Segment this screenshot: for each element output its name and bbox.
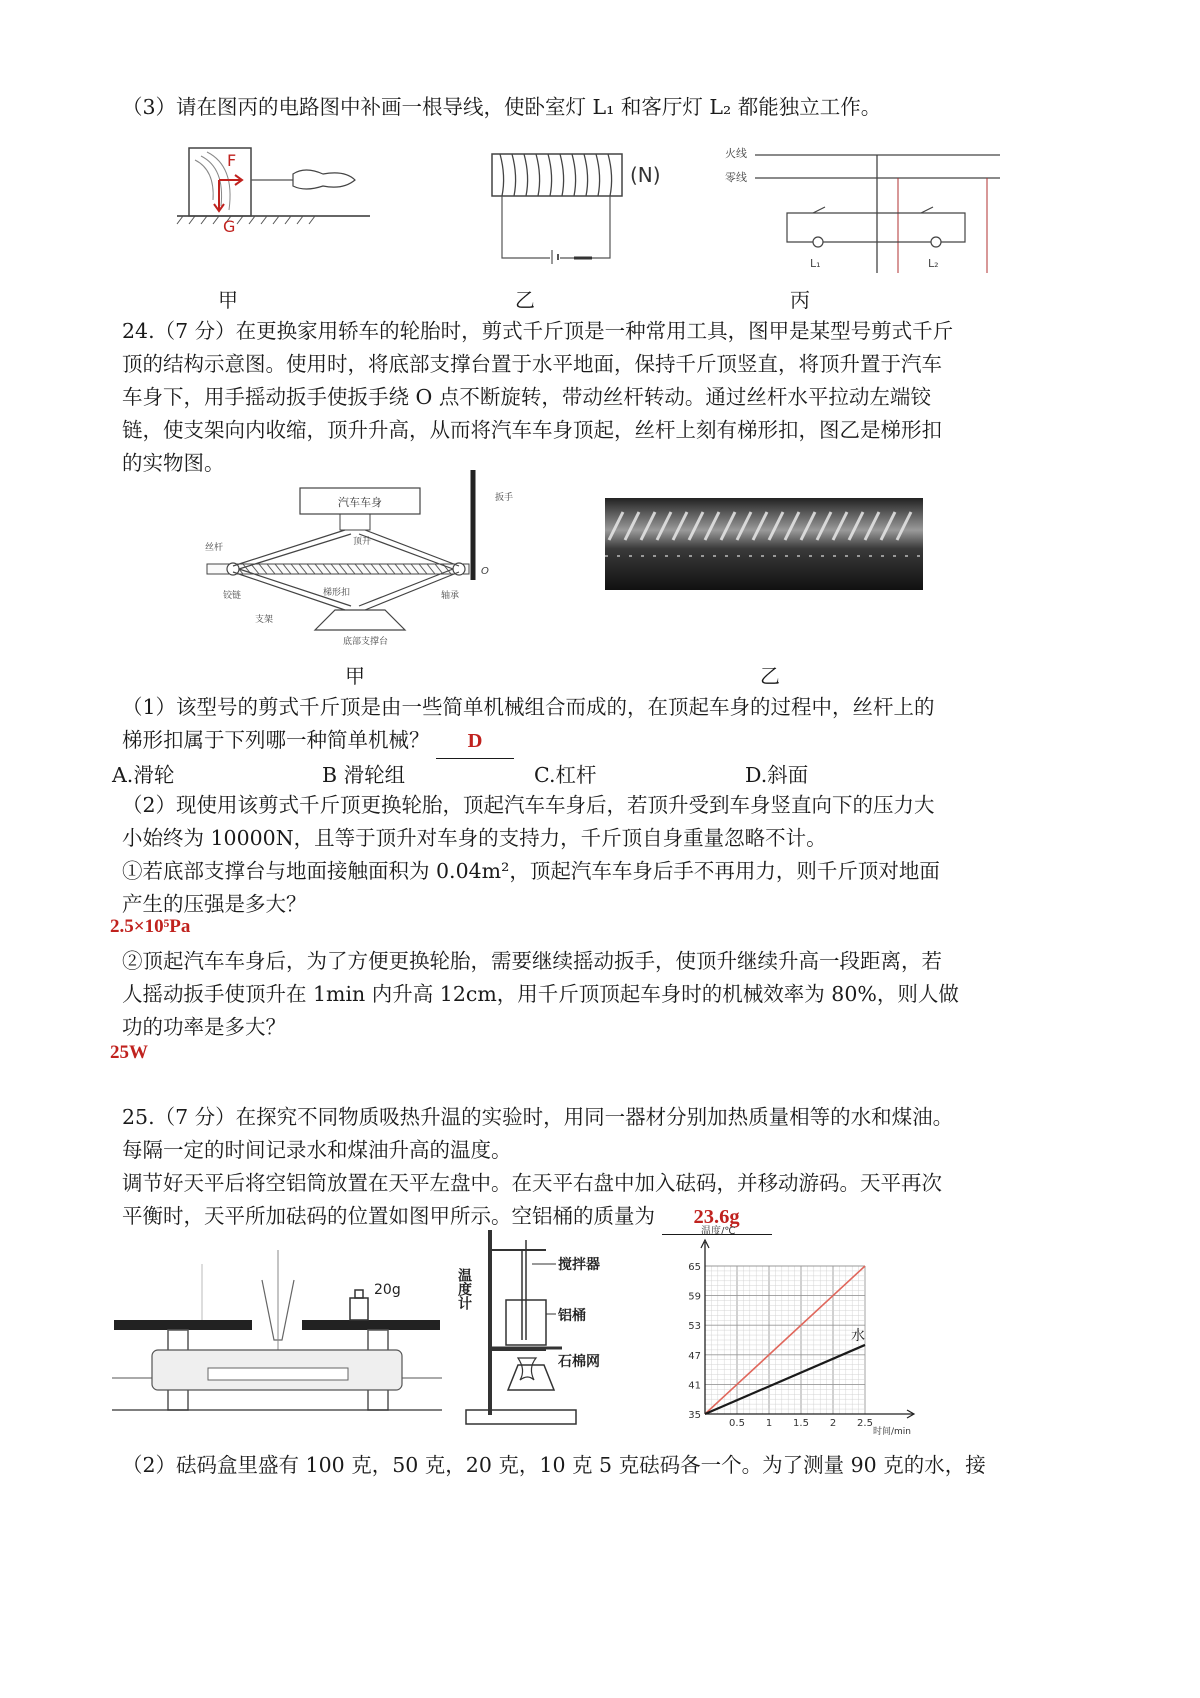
x-tick-label: 1.5 [793, 1418, 809, 1429]
q24-sub2-line-3: 功的功率是多大？ [122, 1015, 286, 1039]
q25-mass-answer: 23.6g [662, 1200, 772, 1235]
option-b: B 滑轮组 [322, 763, 406, 787]
caption-jia: 甲 [218, 288, 238, 312]
hinge-label: 铰链 [223, 591, 242, 601]
y-tick-label: 65 [688, 1262, 701, 1273]
q25-line-2: 每隔一定的时间记录水和煤油升高的温度。 [122, 1138, 512, 1162]
bracket-label: 支架 [255, 615, 274, 625]
lamp-l2-label: L₂ [928, 257, 939, 270]
y-tick-label: 35 [688, 1410, 701, 1421]
live-wire-label: 火线 [725, 147, 747, 160]
q24-part1-answer: D [436, 724, 514, 759]
option-a: A.滑轮 [112, 763, 175, 787]
q24-line-2: 顶的结构示意图。使用时，将底部支撑台置于水平地面，保持千斤顶竖直，将顶升置于汽车 [122, 352, 942, 376]
neutral-wire-label: 零线 [725, 171, 747, 184]
lamp-l1-label: L₁ [810, 257, 821, 270]
q24-sub2-line-2: 人摇动扳手使顶升在 1min 内升高 12cm，用千斤顶顶起车身时的机械效率为 80%，则人做 [122, 982, 959, 1006]
x-tick-label: 0.5 [729, 1418, 745, 1429]
option-d: D.斜面 [745, 763, 809, 787]
figure-bing-circuit [725, 145, 1015, 295]
y-tick-label: 53 [688, 1321, 701, 1333]
q24-line-5: 的实物图。 [122, 451, 225, 475]
chart-ylabel: 温度/℃ [701, 1226, 736, 1237]
figure-balance-scale [112, 1250, 442, 1425]
x-tick-label: 1 [765, 1418, 773, 1429]
figure-yi-solenoid [488, 146, 728, 266]
q24-sub1-line-2: 产生的压强是多大？ [122, 892, 307, 916]
chart-xlabel: 时间/min [873, 1427, 912, 1437]
y-tick-label: 59 [688, 1291, 701, 1303]
figure-scissor-jack [205, 470, 545, 660]
q25-line-3: 调节好天平后将空铝筒放置在天平左盘中。在天平右盘中加入砝码，并移动游码。天平再次 [122, 1171, 942, 1195]
bearing-label: 轴承 [441, 591, 460, 601]
o-point-label: O [481, 566, 489, 577]
caption-bing: 丙 [790, 288, 810, 312]
car-body-label: 汽车车身 [338, 496, 382, 509]
option-c: C.杠杆 [534, 763, 597, 787]
gauze-label: 石棉网 [558, 1354, 600, 1370]
lift-label: 顶升 [353, 537, 372, 547]
q24-sub1-line-1: ①若底部支撑台与地面接触面积为 0.04m²，顶起汽车车身后手不再用力，则千斤顶对地面 [122, 859, 940, 883]
q24-sub2-answer: 25W [110, 1042, 148, 1063]
q24-line-1: 24.（7 分）在更换家用轿车的轮胎时，剪式千斤顶是一种常用工具，图甲是某型号剪式千斤 [122, 319, 954, 343]
thermometer-label: 温度计 [456, 1268, 472, 1310]
q24-part1-question: 梯形扣属于下列哪一种简单机械？ [122, 728, 430, 752]
base-label: 底部支撑台 [343, 637, 389, 647]
figure-jia-force-diagram [175, 140, 375, 240]
q24-part2-line-1: （2）现使用该剪式千斤顶更换轮胎，顶起汽车车身后，若顶升受到车身竖直向下的压力大 [122, 793, 935, 817]
bucket-label: 铝桶 [558, 1308, 586, 1324]
q24-part1-line-1: （1）该型号的剪式千斤顶是由一些简单机械组合而成的，在顶起车身的过程中，丝杆上的 [122, 695, 935, 719]
q25-part2-line: （2）砝码盒里盛有 100 克，50 克，20 克，10 克 5 克砝码各一个。为了测量 90 克的水，接 [122, 1453, 986, 1477]
temperature-chart [655, 1220, 925, 1440]
force-f-label: F [227, 151, 237, 170]
figure-heating-apparatus [456, 1230, 652, 1430]
y-tick-label: 47 [688, 1350, 701, 1362]
q24-sub2-line-1: ②顶起汽车车身后，为了方便更换轮胎，需要继续摇动扳手，使顶升继续升高一段距离，若 [122, 949, 942, 973]
pole-paren-label: (N) [630, 163, 661, 187]
screw-label: 丝杆 [205, 543, 224, 553]
series-water-label: 水 [851, 1328, 865, 1344]
q24-sub1-answer: 2.5×10⁵Pa [110, 916, 191, 937]
stirrer-label: 搅拌器 [558, 1257, 600, 1273]
q25-line-1: 25.（7 分）在探究不同物质吸热升温的实验时，用同一器材分别加热质量相等的水和煤油。 [122, 1105, 954, 1129]
q24-line-4: 链，使支架向内收缩，顶升升高，从而将汽车车身顶起，丝杆上刻有梯形扣，图乙是梯形扣 [122, 418, 942, 442]
figure-thread-photo [605, 498, 923, 590]
force-g-label: G [223, 217, 236, 236]
q24-part2-line-2: 小始终为 10000N，且等于顶升对车身的支持力，千斤顶自身重量忽略不计。 [122, 826, 827, 850]
q23-part3-text: （3）请在图丙的电路图中补画一根导线，使卧室灯 L₁ 和客厅灯 L₂ 都能独立工作。 [122, 95, 882, 119]
caption-yi: 乙 [515, 288, 535, 312]
x-tick-label: 2 [829, 1418, 837, 1429]
q24-line-3: 车身下，用手摇动扳手使扳手绕 O 点不断旋转，带动丝杆转动。通过丝杆水平拉动左端铰 [122, 385, 931, 409]
caption-thread-yi: 乙 [760, 664, 780, 688]
thread-label: 梯形扣 [323, 588, 351, 598]
wrench-label: 扳手 [495, 493, 514, 503]
caption-jack-jia: 甲 [345, 664, 365, 688]
y-tick-label: 41 [688, 1380, 701, 1392]
q25-mass-question: 平衡时，天平所加砝码的位置如图甲所示。空铝桶的质量为 [122, 1204, 655, 1228]
weight-20g-label: 20g [374, 1282, 401, 1298]
x-tick-label: 2.5 [857, 1418, 873, 1429]
q24-part1-line-2 [122, 723, 1052, 759]
